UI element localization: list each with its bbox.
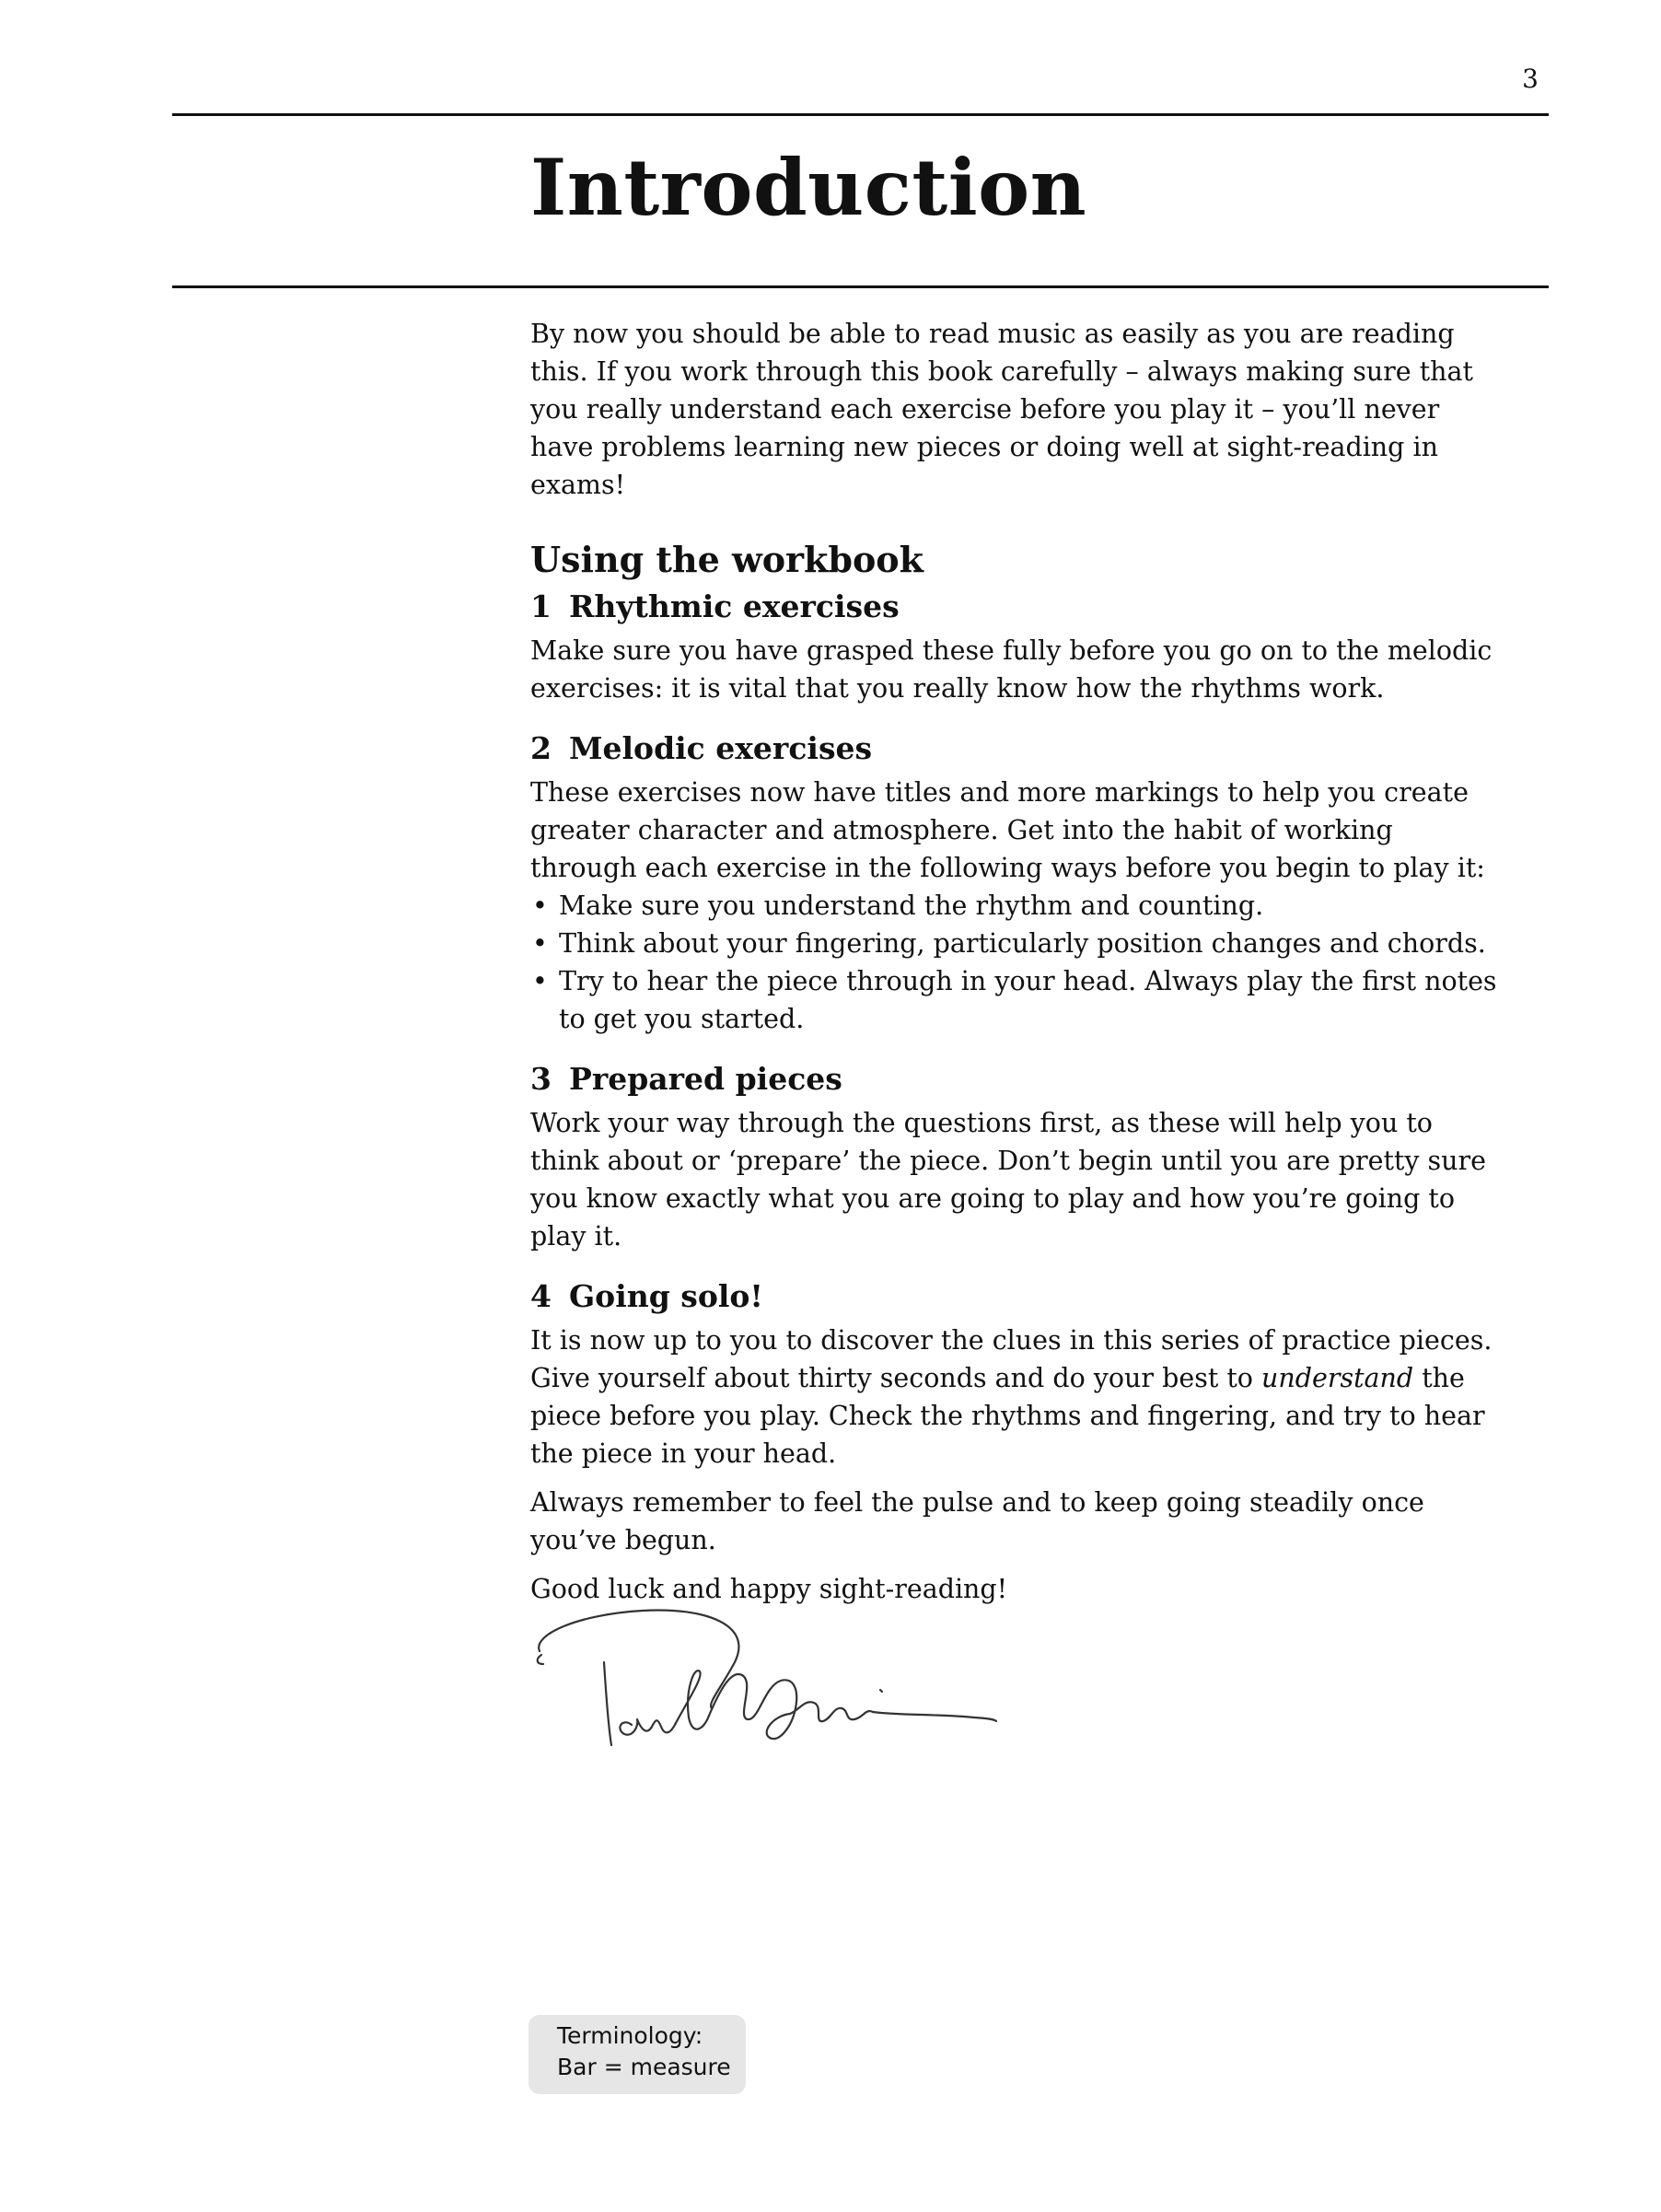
list-item — [530, 887, 1506, 925]
bullet-icon: • — [532, 928, 548, 959]
section-body: These exercises now have titles and more markings to help you create greater character and atmosphere. Get into the habit of working through each exercise in the following ways before you begin to play it: — [530, 777, 1485, 883]
list-item — [530, 962, 1506, 1038]
page-title: Introduction — [530, 142, 1087, 233]
title-rule — [172, 285, 1549, 288]
section-heading — [530, 1060, 1506, 1099]
list-item-text: Make sure you understand the rhythm and counting. — [559, 891, 1264, 921]
emphasis-text: understand — [1261, 1363, 1414, 1393]
tips-list — [530, 887, 1506, 1038]
section-heading — [530, 729, 1506, 768]
top-rule — [172, 113, 1549, 116]
main-content — [530, 315, 1506, 1630]
bullet-icon: • — [532, 891, 548, 921]
list-item-text: Think about your fingering, particularly position changes and chords. — [559, 928, 1486, 959]
intro-paragraph: By now you should be able to read music as easily as you are reading this. If you work through this book carefully – always making sure that you really understand each exercise before you play it – you’ll never have problems learning new pieces or doing well at sight-reading in exams! — [530, 319, 1473, 500]
section-title: Melodic exercises — [569, 730, 873, 766]
section-body: Work your way through the questions first, as these will help you to think about or ‘prepare’ the piece. Don’t begin until you are pretty sure you know exactly what you are going to play and how you’re going to play it. — [530, 1108, 1487, 1252]
closing-paragraph: Good luck and happy sight-reading! — [530, 1574, 1008, 1604]
section-going-solo — [530, 1277, 1506, 1608]
terminology-note — [528, 2015, 746, 2094]
section-melodic-exercises — [530, 729, 1506, 1038]
list-item — [530, 925, 1506, 962]
section-number: 2 — [530, 730, 552, 766]
section-heading — [530, 588, 1506, 626]
section-prepared-pieces — [530, 1060, 1506, 1255]
list-item-text: Try to hear the piece through in your head. Always play the first notes to get you started. — [559, 966, 1497, 1034]
section-rhythmic-exercises — [530, 588, 1506, 707]
section-number: 3 — [530, 1061, 552, 1097]
terminology-label: Terminology: — [557, 2022, 703, 2049]
terminology-definition: Bar = measure — [557, 2054, 731, 2080]
body-text: It is now up to you to discover the clues in this series of practice pieces. Give yourself about thirty seconds and do your best to — [530, 1325, 1493, 1393]
section-number: 4 — [530, 1278, 552, 1314]
section-number: 1 — [530, 588, 552, 624]
workbook-heading: Using the workbook — [530, 539, 923, 580]
bullet-icon: • — [532, 966, 548, 996]
page-number: 3 — [1522, 64, 1539, 94]
section-heading — [530, 1277, 1506, 1316]
body-text: the piece before you play. Check the rhythms and fingering, and try to hear the piece in your head. — [530, 1363, 1485, 1469]
section-body — [530, 1321, 1506, 1473]
section-body: Make sure you have grasped these fully before you go on to the melodic exercises: it is vital that you really know how the rhythms work. — [530, 635, 1493, 704]
signature-image — [523, 1598, 1039, 1764]
pulse-paragraph: Always remember to feel the pulse and to keep going steadily once you’ve begun. — [530, 1487, 1424, 1555]
section-title: Going solo! — [569, 1278, 763, 1314]
section-title: Rhythmic exercises — [569, 588, 900, 624]
section-title: Prepared pieces — [569, 1061, 842, 1097]
